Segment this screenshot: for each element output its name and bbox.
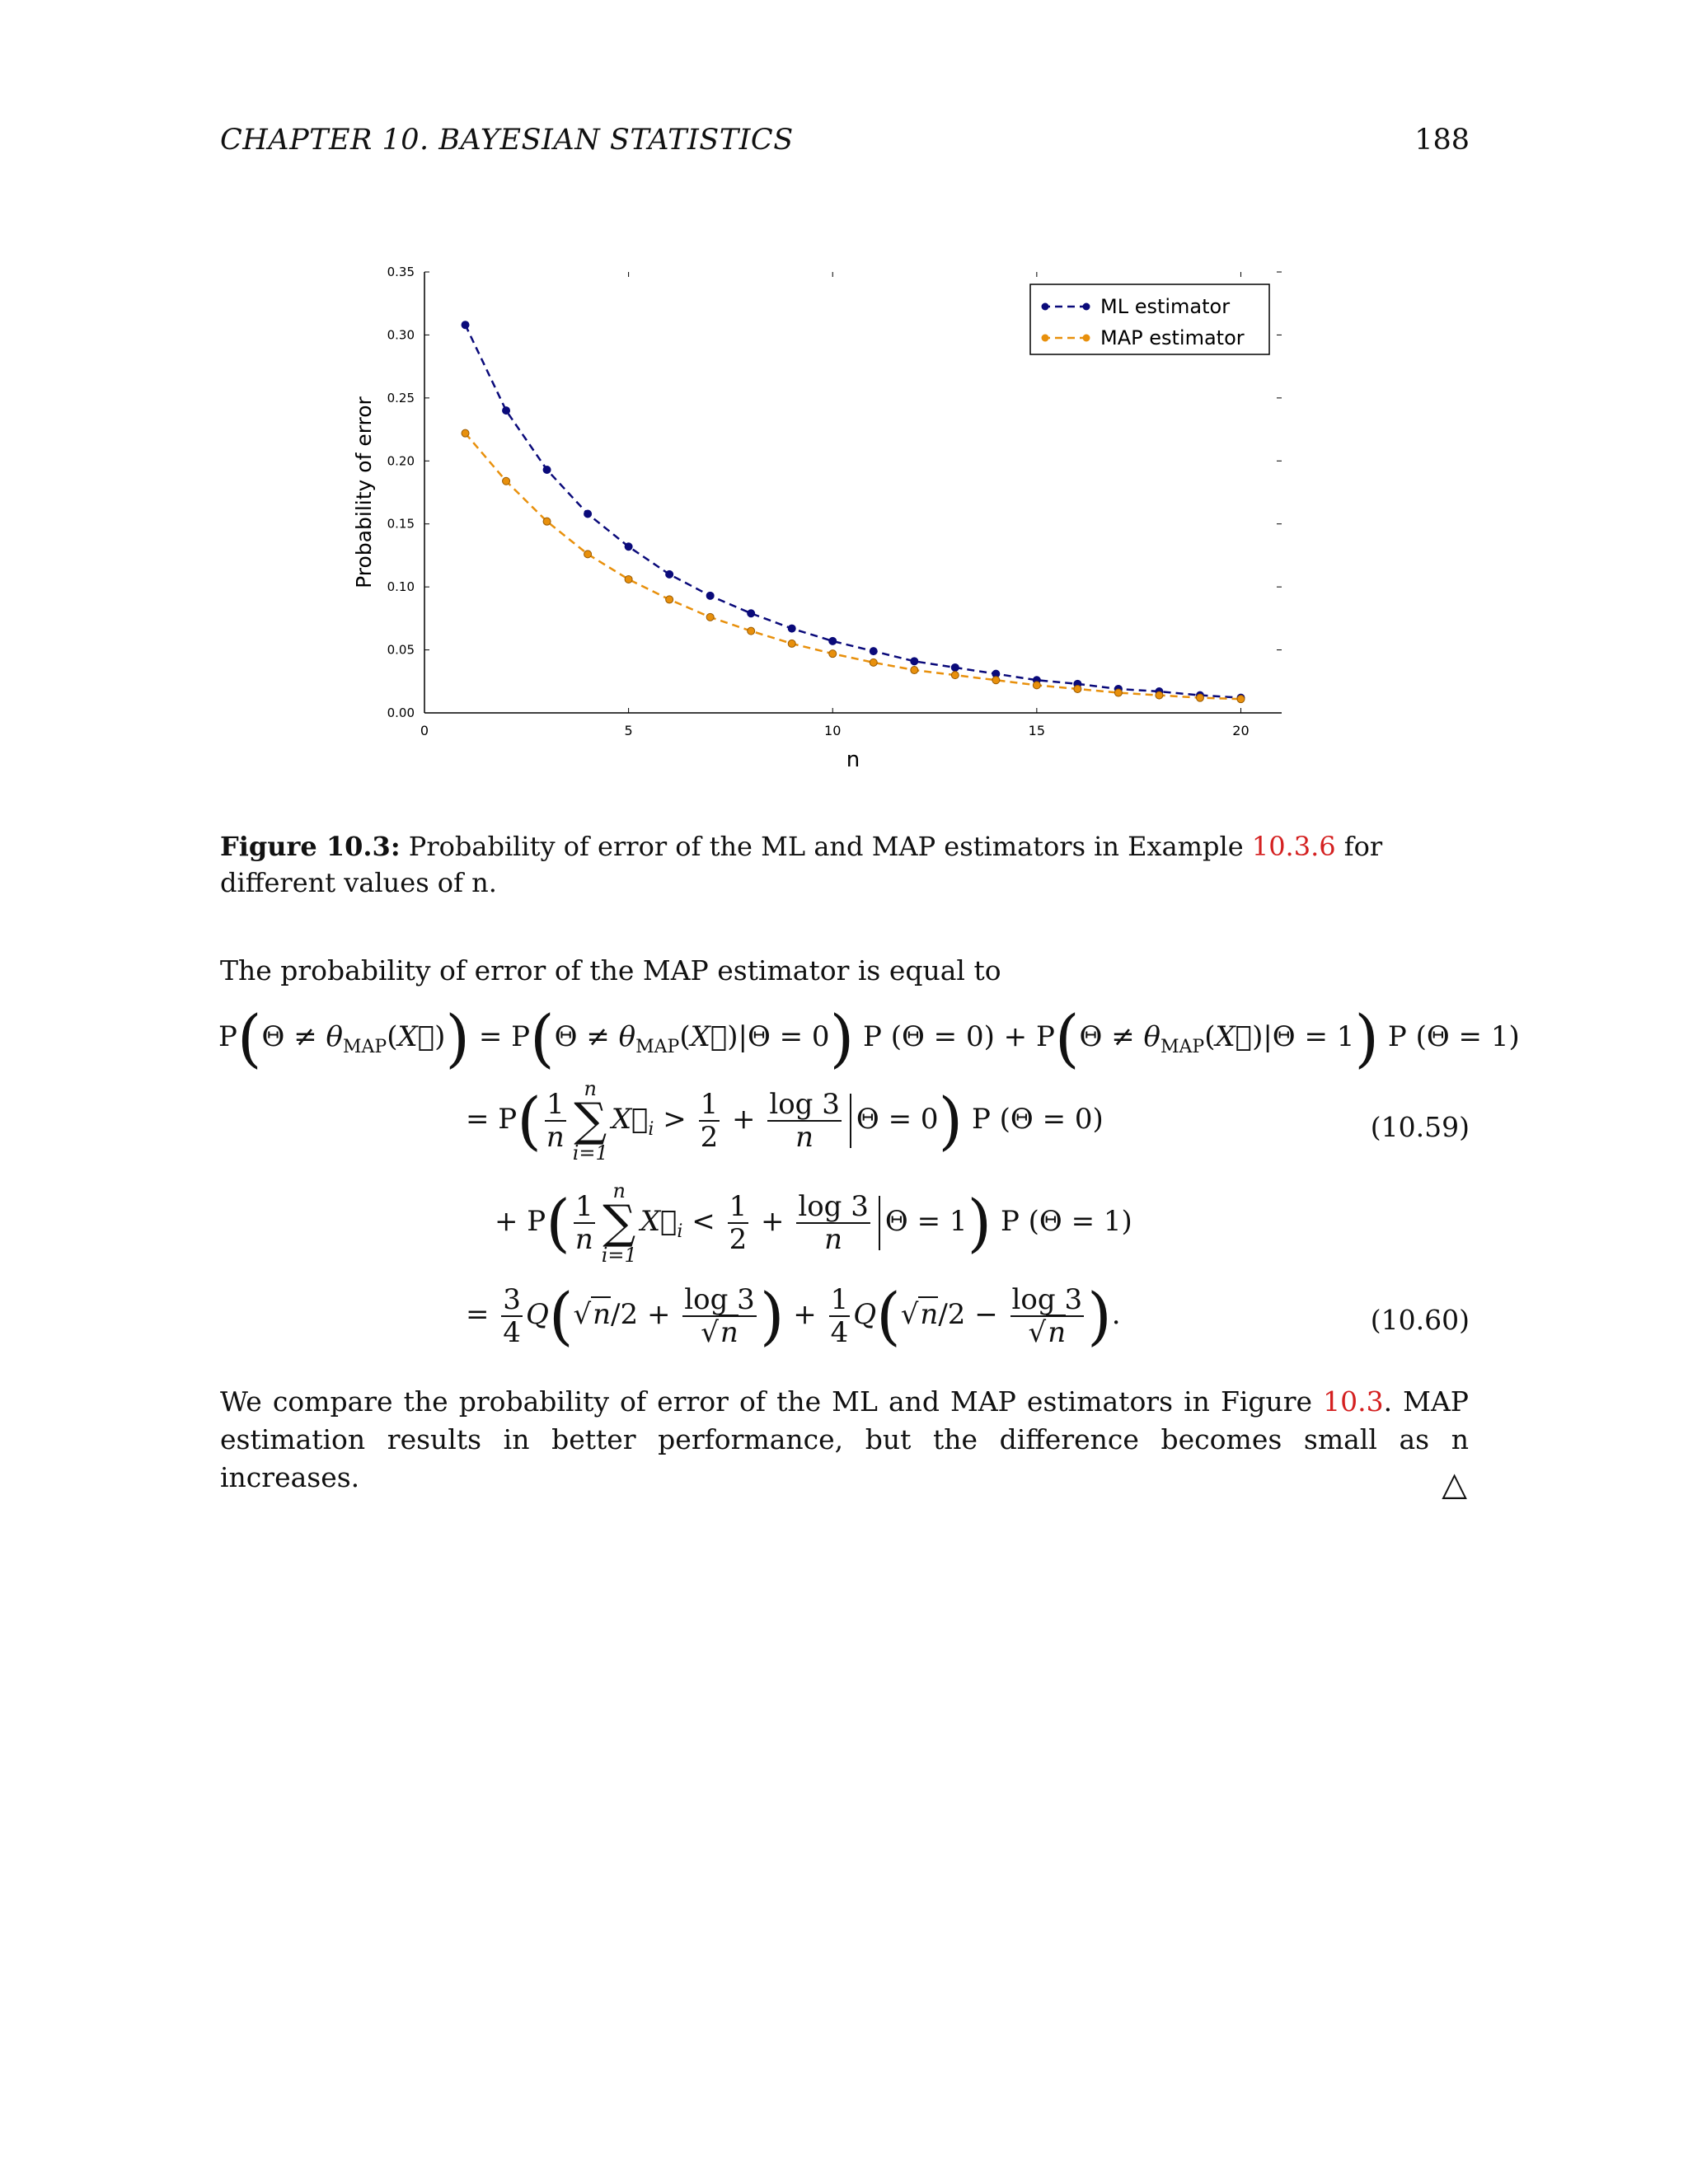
running-header: CHAPTER 10. BAYESIAN STATISTICS xyxy=(220,124,794,157)
caption-label: Figure 10.3: xyxy=(220,831,401,862)
figure-caption xyxy=(220,828,1469,901)
data-point-1 xyxy=(911,667,918,674)
data-point-0 xyxy=(748,610,755,617)
data-point-1 xyxy=(1237,696,1245,703)
data-point-0 xyxy=(462,321,469,329)
data-point-0 xyxy=(543,466,551,473)
caption-text-before: Probability of error of the ML and MAP estimators in Example xyxy=(400,831,1252,862)
series-line-0 xyxy=(466,325,1241,697)
y-tick-label: 0.05 xyxy=(387,642,415,658)
data-point-1 xyxy=(706,613,714,621)
data-point-0 xyxy=(951,663,959,671)
equation-line-1: $P(\Theta \ne \theta_{MAP}(X⃗)) = P(\Theta$ ≠ $\theta_{MAP}(X⃗)|\Theta = 0$) P $(\Theta = 0) + P(\Theta \ne \theta_{MAP}(X⃗)|\Theta = 1)$ P (Θ = 1) xyxy=(218,1001,1520,1075)
data-point-1 xyxy=(543,518,551,525)
data-point-0 xyxy=(829,637,837,644)
data-point-1 xyxy=(788,640,795,647)
data-point-1 xyxy=(1156,691,1163,699)
equation-number-1059: (10.59) xyxy=(1370,1111,1470,1143)
data-point-1 xyxy=(462,429,469,437)
x-tick-label: 15 xyxy=(1028,723,1046,738)
chart-series xyxy=(462,321,1245,703)
caption-text-after: for different values of n. xyxy=(220,831,1383,898)
legend-label-0: ML estimator xyxy=(1100,295,1231,318)
x-tick-label: 10 xyxy=(824,723,842,738)
y-tick-label: 0.35 xyxy=(387,265,415,279)
end-of-example-marker: △ xyxy=(1442,1465,1467,1503)
data-point-1 xyxy=(584,551,592,558)
data-point-0 xyxy=(788,625,795,632)
chart-legend xyxy=(1030,284,1269,354)
data-point-0 xyxy=(706,592,714,599)
data-point-0 xyxy=(666,570,673,578)
data-point-1 xyxy=(1114,689,1122,696)
x-tick-label: 5 xyxy=(624,723,633,738)
data-point-1 xyxy=(829,650,837,658)
y-tick-label: 0.10 xyxy=(387,579,415,595)
equation-line-2: = P( $\frac{1}{n}$ n ∑ i=1 $X⃗_i$ > $\frac{1}{2}$ + $\frac{\log 3}{n}$ Θ = 0) P (Θ = 0) xyxy=(466,1077,1104,1165)
figure-link[interactable]: 10.3 xyxy=(1323,1385,1384,1418)
equation-line-4: = $\frac{3}{4}$ Q(√n/2 + $\frac{\log 3}{√n}$ ) + $\frac{1}{4}$ Q(√n/2 − $\frac{\log 3}{√n}$ ). xyxy=(466,1279,1121,1352)
y-tick-label: 0.20 xyxy=(387,453,415,469)
x-tick-label: 20 xyxy=(1232,723,1250,738)
y-axis-label: Probability of error xyxy=(352,396,376,588)
closing-text-after: . MAP estimation results in better performance, but the difference becomes small as n increases. xyxy=(220,1385,1469,1493)
data-point-0 xyxy=(503,407,510,415)
data-point-1 xyxy=(625,575,632,583)
data-point-0 xyxy=(911,658,918,665)
y-tick-label: 0.00 xyxy=(387,705,415,720)
data-point-1 xyxy=(870,658,877,666)
legend-marker-0 xyxy=(1083,303,1090,311)
error-probability-chart xyxy=(330,255,1302,783)
caption-example-link[interactable]: 10.3.6 xyxy=(1251,831,1336,862)
x-axis-label: n xyxy=(846,748,860,772)
data-point-1 xyxy=(1196,694,1203,701)
equation-number-1060: (10.60) xyxy=(1370,1304,1470,1336)
data-point-1 xyxy=(1074,685,1081,692)
page-number: 188 xyxy=(1414,124,1470,157)
data-point-1 xyxy=(951,672,959,679)
closing-text-before: We compare the probability of error of the ML and MAP estimators in Figure xyxy=(220,1385,1324,1418)
closing-paragraph xyxy=(220,1383,1469,1497)
data-point-1 xyxy=(992,677,1000,684)
y-tick-label: 0.25 xyxy=(387,390,415,405)
data-point-1 xyxy=(503,477,510,485)
legend-marker-0 xyxy=(1042,303,1049,311)
intro-paragraph: The probability of error of the MAP estimator is equal to xyxy=(220,954,1001,987)
data-point-0 xyxy=(870,648,877,655)
legend-label-1: MAP estimator xyxy=(1100,326,1245,349)
data-point-0 xyxy=(584,510,592,518)
equation-line-3: + P( $\frac{1}{n}$ n ∑ i=1 $X⃗_i$ < $\frac{1}{2}$ + $\frac{\log 3}{n}$ Θ = 1) P (Θ = 1) xyxy=(495,1179,1132,1267)
x-tick-label: 0 xyxy=(420,723,429,738)
legend-marker-1 xyxy=(1083,335,1090,342)
series-line-1 xyxy=(466,434,1241,700)
data-point-1 xyxy=(1033,682,1040,689)
data-point-1 xyxy=(748,627,755,635)
data-point-0 xyxy=(625,543,632,551)
data-point-1 xyxy=(666,596,673,603)
y-tick-label: 0.15 xyxy=(387,516,415,532)
y-tick-label: 0.30 xyxy=(387,327,415,343)
legend-marker-1 xyxy=(1042,335,1049,342)
